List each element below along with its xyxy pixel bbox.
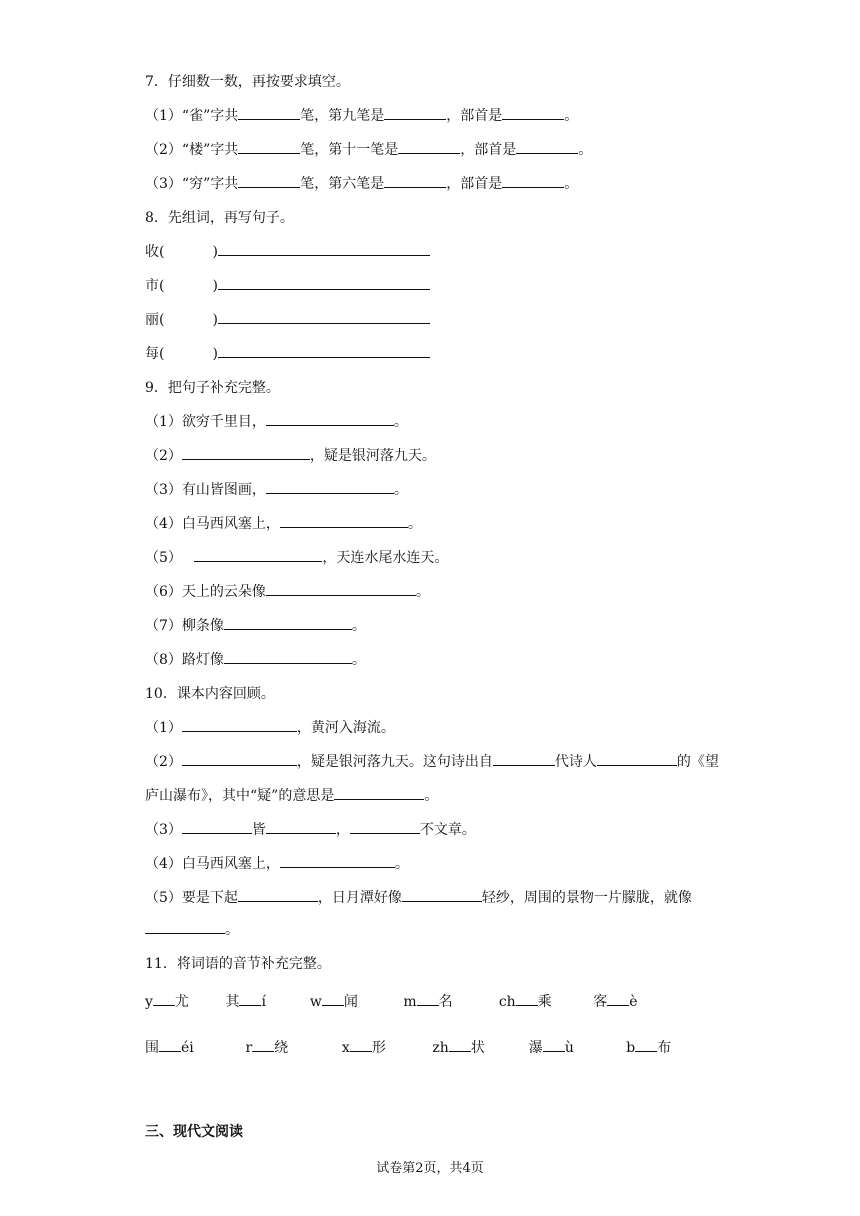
- q11-row-1: [145, 993, 653, 1011]
- q9-7-pre: （7）柳条像: [145, 618, 224, 634]
- pinyin-suffix: 状: [470, 1040, 485, 1056]
- answer-blank[interactable]: [252, 1039, 274, 1052]
- q7-item-3: [145, 175, 578, 193]
- q7-1-mid1: 笔，第九笔是: [300, 108, 385, 124]
- q10-line-1: [145, 719, 395, 737]
- answer-blank[interactable]: [516, 141, 578, 154]
- pinyin-prefix: zh: [432, 1040, 449, 1056]
- answer-blank[interactable]: [182, 447, 310, 460]
- answer-blank[interactable]: [322, 993, 344, 1006]
- q10-line-3: [145, 787, 438, 805]
- answer-blank[interactable]: [145, 921, 225, 934]
- q9-6-post: 。: [415, 584, 430, 600]
- q7-2-pre: （2）“楼”字共: [145, 142, 239, 158]
- pinyin-item: [593, 993, 653, 1011]
- q10-l2-pre: （2）: [145, 754, 182, 770]
- q7-2-mid2: ，部首是: [460, 142, 517, 158]
- q10-l4-a: 皆: [251, 822, 266, 838]
- answer-blank[interactable]: [449, 1039, 471, 1052]
- q9-8-post: 。: [351, 652, 366, 668]
- q9-1-pre: （1）欲穷千里目，: [145, 414, 266, 430]
- pinyin-suffix: è: [629, 994, 638, 1010]
- answer-blank[interactable]: [384, 107, 446, 120]
- q8-row-2: [145, 277, 430, 295]
- q10-line-4: [145, 821, 476, 839]
- q8-close: ): [212, 244, 218, 260]
- q8-row-4: [145, 345, 430, 363]
- pinyin-prefix: ch: [498, 994, 516, 1010]
- answer-blank[interactable]: [266, 481, 394, 494]
- q9-item-7: [145, 617, 366, 635]
- pinyin-suffix: 形: [371, 1040, 386, 1056]
- pinyin-item: [145, 993, 221, 1011]
- q8-close: ): [212, 312, 218, 328]
- pinyin-item: [225, 993, 305, 1011]
- pinyin-suffix: 尤: [174, 994, 189, 1010]
- pinyin-item: [403, 993, 494, 1011]
- pinyin-suffix: 闻: [343, 994, 358, 1010]
- answer-blank[interactable]: [153, 993, 175, 1006]
- answer-blank[interactable]: [238, 889, 318, 902]
- q9-item-6: [145, 583, 430, 601]
- q9-1-post: 。: [393, 414, 408, 430]
- q10-l7-end: 。: [225, 922, 239, 938]
- q8-close: ): [212, 346, 218, 362]
- pinyin-prefix: y: [145, 994, 153, 1010]
- answer-blank[interactable]: [384, 175, 446, 188]
- answer-blank[interactable]: [402, 889, 482, 902]
- q8-title: 8．先组词，再写句子。: [145, 210, 294, 226]
- q7-title: 7．仔细数一数，再按要求填空。: [145, 74, 350, 90]
- q8-row-1: [145, 243, 430, 261]
- answer-blank[interactable]: [350, 821, 420, 834]
- pinyin-item: [499, 993, 589, 1011]
- pinyin-prefix: 围: [145, 1040, 159, 1056]
- q10-l2-b: 代诗人: [554, 754, 597, 770]
- q10-l4-b: ，: [335, 822, 350, 838]
- q10-l1-pre: （1）: [145, 720, 182, 736]
- pinyin-prefix: w: [309, 994, 322, 1010]
- answer-blank[interactable]: [218, 243, 430, 256]
- answer-blank[interactable]: [182, 753, 297, 766]
- q9-title: 9．把句子补充完整。: [145, 380, 280, 396]
- pinyin-suffix: 乘: [537, 994, 552, 1010]
- q8-char: 市(: [145, 278, 165, 294]
- q9-2-post: ，疑是银河落九天。: [309, 448, 436, 464]
- answer-blank[interactable]: [224, 651, 352, 664]
- answer-blank[interactable]: [597, 753, 677, 766]
- q7-1-mid2: ，部首是: [446, 108, 503, 124]
- q10-l4-pre: （3）: [145, 822, 182, 838]
- answer-blank[interactable]: [417, 993, 439, 1006]
- pinyin-suffix: 名: [438, 994, 453, 1010]
- q11-title: 11．将词语的音节补充完整。: [145, 956, 331, 972]
- pinyin-prefix: m: [403, 994, 417, 1010]
- q7-item-2: [145, 141, 592, 159]
- answer-blank[interactable]: [502, 175, 564, 188]
- pinyin-item: [310, 993, 399, 1011]
- q7-2-end: 。: [578, 142, 593, 158]
- q7-3-mid2: ，部首是: [446, 176, 503, 192]
- q8-row-3: [145, 311, 430, 329]
- pinyin-prefix: 客: [593, 994, 608, 1010]
- answer-blank[interactable]: [280, 515, 408, 528]
- q10-l6-a: ，日月潭好像: [317, 890, 402, 906]
- answer-blank[interactable]: [194, 549, 322, 562]
- answer-blank[interactable]: [398, 141, 460, 154]
- pinyin-suffix: í: [261, 994, 266, 1010]
- q9-3-post: 。: [393, 482, 408, 498]
- answer-blank[interactable]: [266, 583, 416, 596]
- q7-3-pre: （3）“穷”字共: [145, 176, 239, 192]
- q7-3-mid1: 笔，第六笔是: [300, 176, 385, 192]
- q9-item-1: [145, 413, 408, 431]
- q9-item-2: [145, 447, 436, 465]
- answer-blank[interactable]: [493, 753, 555, 766]
- q10-title: 10．课本内容回顾。: [145, 686, 275, 702]
- answer-blank[interactable]: [224, 617, 352, 630]
- page-footer: 试卷第2页，共4页: [376, 1161, 484, 1176]
- q9-item-5: [145, 549, 448, 567]
- answer-blank[interactable]: [238, 175, 300, 188]
- pinyin-prefix: r: [245, 1040, 253, 1056]
- q10-l2-a: ，疑是银河落九天。这句诗出自: [296, 754, 493, 770]
- pinyin-item: [432, 1039, 524, 1057]
- answer-blank[interactable]: [334, 787, 424, 800]
- answer-blank[interactable]: [218, 311, 430, 324]
- pinyin-prefix: b: [626, 1040, 636, 1056]
- pinyin-item: [145, 1039, 241, 1057]
- q7-item-1: [145, 107, 578, 125]
- q9-5-pre: （5）: [145, 550, 187, 566]
- answer-blank[interactable]: [280, 855, 395, 868]
- answer-blank[interactable]: [218, 277, 430, 290]
- pinyin-suffix: éi: [181, 1040, 194, 1056]
- answer-blank[interactable]: [266, 821, 336, 834]
- answer-blank[interactable]: [543, 1039, 565, 1052]
- q9-2-pre: （2）: [145, 448, 182, 464]
- q10-l5-end: 。: [394, 856, 409, 872]
- q9-item-8: [145, 651, 366, 669]
- answer-blank[interactable]: [607, 993, 629, 1006]
- q9-4-post: 。: [407, 516, 422, 532]
- q9-item-3: [145, 481, 408, 499]
- q8-char: 每(: [145, 346, 165, 362]
- answer-blank[interactable]: [502, 107, 564, 120]
- pinyin-item: [245, 1039, 337, 1057]
- q9-8-pre: （8）路灯像: [145, 652, 224, 668]
- answer-blank[interactable]: [350, 1039, 372, 1052]
- pinyin-suffix: 绕: [274, 1040, 289, 1056]
- q7-2-mid1: 笔，第十一笔是: [300, 142, 399, 158]
- answer-blank[interactable]: [516, 993, 538, 1006]
- answer-blank[interactable]: [182, 821, 252, 834]
- q10-l4-c: 不文章。: [419, 822, 476, 838]
- q8-close: ): [212, 278, 218, 294]
- q9-item-4: [145, 515, 422, 533]
- q10-l5-pre: （4）白马西风塞上，: [145, 856, 280, 872]
- answer-blank[interactable]: [238, 141, 300, 154]
- q7-1-end: 。: [564, 108, 579, 124]
- pinyin-suffix: 布: [657, 1040, 672, 1056]
- q10-line-7: [145, 921, 239, 939]
- pinyin-item: [342, 1039, 428, 1057]
- q10-l3-a: 庐山瀑布》，其中“疑”的意思是: [145, 788, 335, 804]
- q10-l1-post: ，黄河入海流。: [296, 720, 395, 736]
- q8-char: 丽(: [145, 312, 165, 328]
- pinyin-suffix: ù: [564, 1040, 574, 1056]
- q10-l6-b: 轻纱，周围的景物一片朦胧，就像: [481, 890, 692, 906]
- pinyin-prefix: 瀑: [528, 1040, 543, 1056]
- q10-line-5: [145, 855, 409, 873]
- answer-blank[interactable]: [159, 1039, 181, 1052]
- answer-blank[interactable]: [182, 719, 297, 732]
- q10-l6-pre: （5）要是下起: [145, 890, 238, 906]
- pinyin-prefix: 其: [225, 994, 240, 1010]
- answer-blank[interactable]: [635, 1039, 657, 1052]
- q7-3-end: 。: [564, 176, 579, 192]
- q10-line-6: [145, 889, 692, 907]
- answer-blank[interactable]: [239, 993, 261, 1006]
- answer-blank[interactable]: [218, 345, 430, 358]
- pinyin-item: [529, 1039, 622, 1057]
- q11-row-2: [145, 1039, 686, 1057]
- answer-blank[interactable]: [238, 107, 300, 120]
- q10-l2-c: 的《望: [676, 754, 719, 770]
- q9-6-pre: （6）天上的云朵像: [145, 584, 266, 600]
- q8-char: 收(: [145, 244, 165, 260]
- q10-line-2: [145, 753, 719, 771]
- answer-blank[interactable]: [266, 413, 394, 426]
- q9-5-post: ，天连水尾水连天。: [322, 550, 449, 566]
- pinyin-item: [626, 1039, 686, 1057]
- section-heading: 三、现代文阅读: [145, 1124, 243, 1140]
- q9-7-post: 。: [351, 618, 366, 634]
- q7-1-pre: （1）“雀”字共: [145, 108, 239, 124]
- pinyin-prefix: x: [341, 1040, 350, 1056]
- q9-4-pre: （4）白马西风塞上，: [145, 516, 280, 532]
- q9-3-pre: （3）有山皆图画，: [145, 482, 266, 498]
- q10-l3-end: 。: [424, 788, 439, 804]
